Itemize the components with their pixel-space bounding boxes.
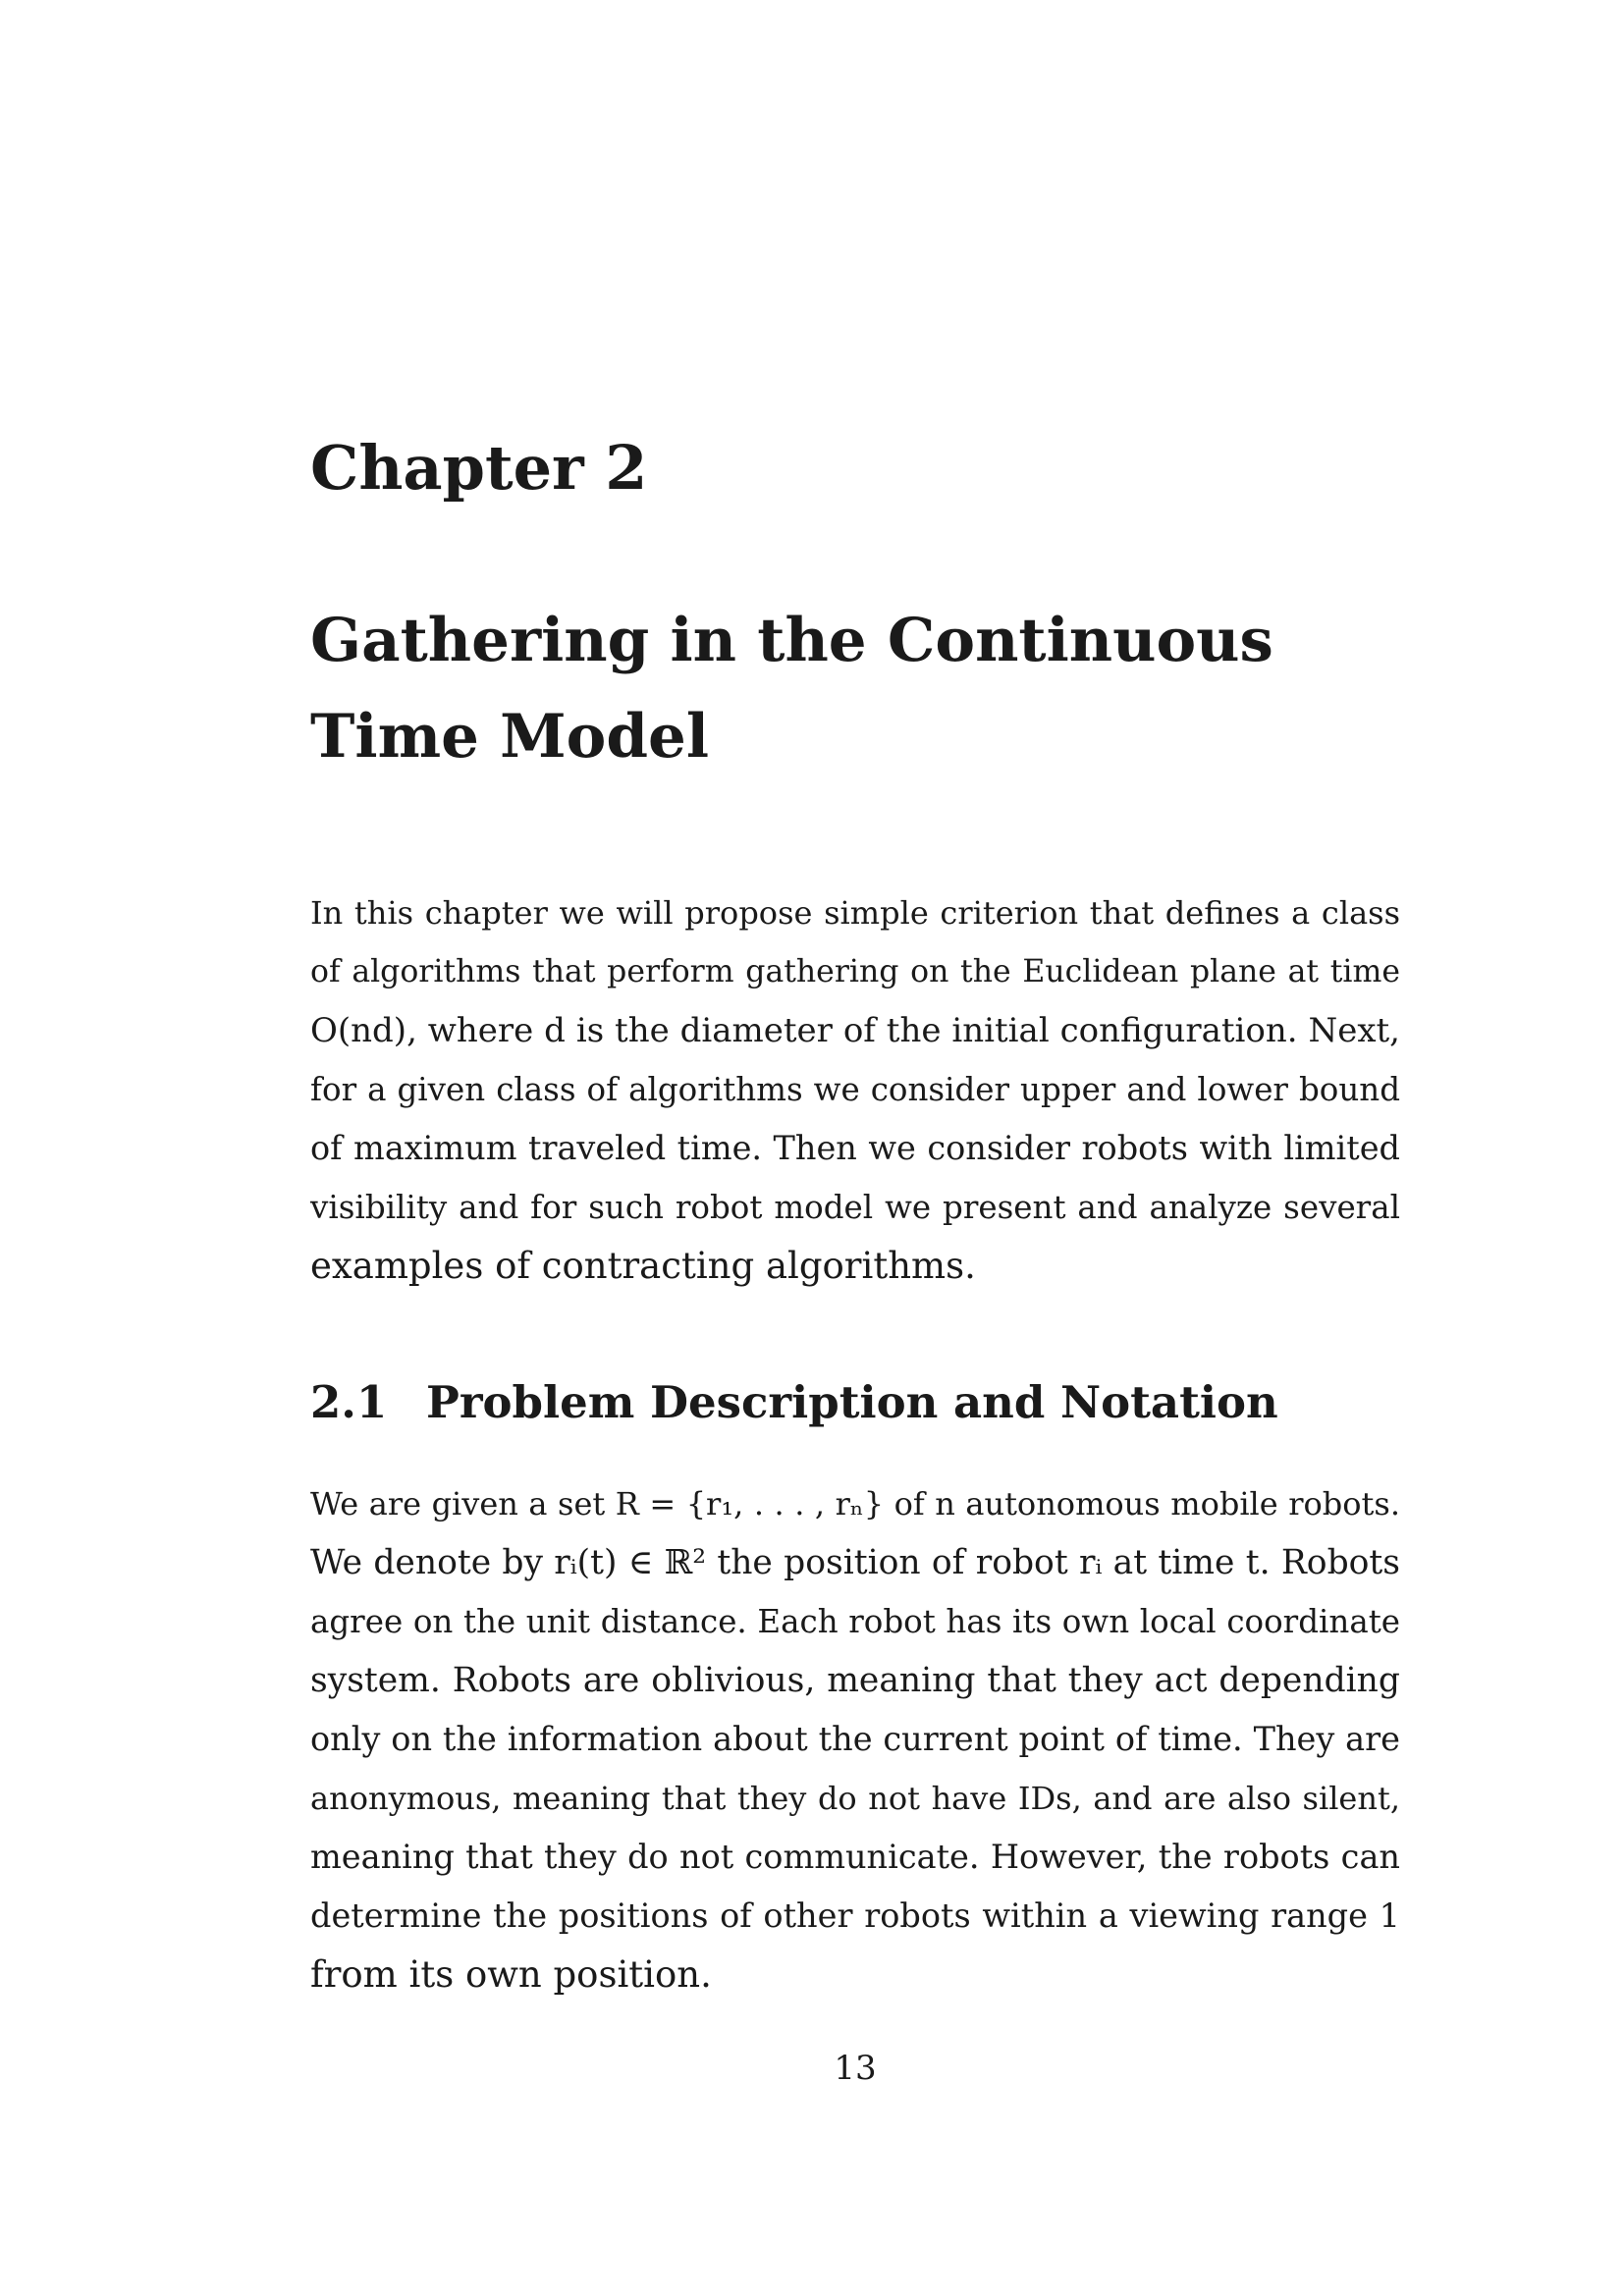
intro-line: visibility and for such robot model we present and analyze several [310,1189,1400,1226]
section-line: from its own position. [310,1953,712,1996]
section-line: We denote by rᵢ(t) ∈ ℝ² the position of robot rᵢ at time t. Robots [310,1543,1400,1582]
intro-line: of maximum traveled time. Then we consider robots with limited [310,1129,1400,1167]
section-line: meaning that they do not communicate. However, the robots can [310,1838,1400,1876]
section-number: 2.1 [310,1376,388,1428]
section-heading [310,1376,1278,1428]
section-line: system. Robots are oblivious, meaning that they act depending [310,1661,1400,1700]
section-paragraph [310,1474,1400,2004]
section-line: only on the information about the current point of time. They are [310,1720,1400,1758]
section-line: We are given a set R = {r₁, . . . , rₙ} of n autonomous mobile robots. [310,1485,1400,1522]
intro-line: O(nd), where d is the diameter of the initial configuration. Next, [310,1011,1400,1050]
intro-line: examples of contracting algorithms. [310,1245,976,1287]
chapter-title: Gathering in the Continuous Time Model [310,606,1273,772]
section-title: Problem Description and Notation [426,1376,1278,1428]
intro-line: of algorithms that perform gathering on the Euclidean plane at time [310,954,1400,989]
section-line: anonymous, meaning that they do not have IDs, and are also silent, [310,1780,1400,1817]
document-page [310,0,1400,2296]
intro-line: for a given class of algorithms we consider upper and lower bound [310,1071,1400,1108]
chapter-label: Chapter 2 [310,432,648,504]
intro-line: In this chapter we will propose simple criterion that defines a class [310,894,1400,932]
section-line: agree on the unit distance. Each robot has its own local coordinate [310,1603,1400,1640]
intro-paragraph [310,883,1400,1296]
page-number: 13 [834,2049,877,2088]
section-line: determine the positions of other robots within a viewing range 1 [310,1896,1400,1935]
